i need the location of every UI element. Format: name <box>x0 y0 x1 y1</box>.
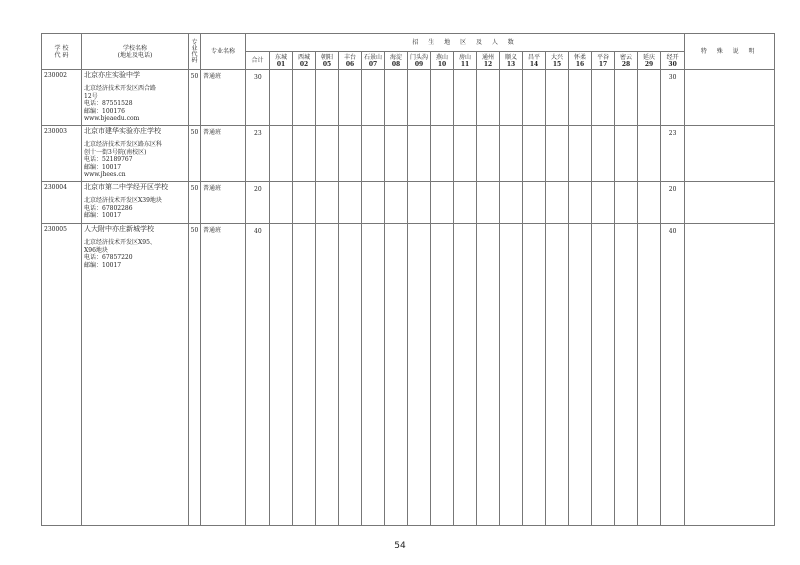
school-code: 230002 <box>42 70 82 126</box>
school-address <box>84 239 188 269</box>
district-count <box>615 224 638 526</box>
district-count <box>454 182 477 224</box>
school-detail-line: 北京经济技术开发区X95、 <box>84 239 156 247</box>
district-code: 07 <box>368 60 378 68</box>
district-count <box>339 126 362 182</box>
major-code: 50 <box>189 70 201 126</box>
district-count <box>546 126 569 182</box>
school-detail-line: 创十一街3号院(南校区) <box>84 148 147 156</box>
district-count <box>408 224 431 526</box>
header-district <box>431 52 454 70</box>
header-district <box>293 52 316 70</box>
district-name: 石景山 <box>363 53 382 61</box>
district-name: 朝阳 <box>320 53 333 61</box>
district-name: 西城 <box>297 53 310 61</box>
major-code: 50 <box>189 224 201 526</box>
district-count <box>431 126 454 182</box>
district-count <box>316 182 339 224</box>
header-district <box>270 52 293 70</box>
special-notes <box>685 224 775 526</box>
district-count <box>362 182 385 224</box>
major-name: 普通班 <box>201 70 246 126</box>
district-count <box>592 182 615 224</box>
header-district <box>362 52 385 70</box>
header-district <box>523 52 546 70</box>
header-school-code: 学 校 代 码 <box>42 34 82 70</box>
district-count <box>385 70 408 126</box>
district-count <box>523 224 546 526</box>
school-name: 北京市建华实验亦庄学校 <box>84 127 161 135</box>
district-name: 经开 <box>666 53 679 61</box>
school-detail-line: www.bjeaedu.com <box>84 115 140 123</box>
district-count <box>408 126 431 182</box>
header-notes: 特 殊 说 明 <box>685 34 775 70</box>
district-count <box>431 224 454 526</box>
district-count <box>408 70 431 126</box>
district-count <box>362 70 385 126</box>
district-count <box>500 126 523 182</box>
district-code: 06 <box>345 60 355 68</box>
header-major-name: 专业名称 <box>201 34 246 70</box>
table-row <box>42 70 775 126</box>
district-count <box>638 224 661 526</box>
district-count <box>431 70 454 126</box>
page-number: 54 <box>394 541 406 551</box>
school-detail-line: X96地块 <box>84 246 108 254</box>
school-name-cell <box>82 126 189 182</box>
school-detail-line: 邮编：10017 <box>84 212 122 220</box>
district-name: 燕山 <box>435 53 448 61</box>
school-detail-line: 电话：52189767 <box>84 156 133 164</box>
district-code: 29 <box>644 60 654 68</box>
district-count <box>615 182 638 224</box>
major-name: 普通班 <box>201 224 246 526</box>
school-detail-line: 北京经济技术开发区X39地块 <box>84 197 162 205</box>
district-count <box>293 70 316 126</box>
district-count <box>477 126 500 182</box>
district-count <box>408 182 431 224</box>
district-code: 14 <box>529 60 539 68</box>
district-count <box>592 224 615 526</box>
jingkai-count: 23 <box>661 126 685 182</box>
district-count <box>293 182 316 224</box>
header-district <box>339 52 362 70</box>
district-name: 昌平 <box>527 53 540 61</box>
school-detail-line: 电话：87551528 <box>84 100 133 108</box>
school-name-cell <box>82 224 189 526</box>
school-address <box>84 141 188 178</box>
district-code: 30 <box>668 60 677 68</box>
header-district <box>316 52 339 70</box>
district-count <box>316 224 339 526</box>
district-name: 怀柔 <box>573 53 586 61</box>
school-detail-line: 北京经济技术开发区路东区科 <box>84 141 163 149</box>
district-code: 13 <box>506 60 516 68</box>
school-name-cell <box>82 70 189 126</box>
total-count: 30 <box>246 70 270 126</box>
district-code: 08 <box>391 60 401 68</box>
jingkai-count: 40 <box>661 224 685 526</box>
district-name: 合计 <box>251 57 264 64</box>
district-code: 17 <box>598 60 608 68</box>
header-district <box>477 52 500 70</box>
district-code: 02 <box>299 60 309 68</box>
district-count <box>339 182 362 224</box>
district-count <box>569 224 592 526</box>
district-count <box>270 182 293 224</box>
district-count <box>454 70 477 126</box>
header-district <box>385 52 408 70</box>
special-notes <box>685 70 775 126</box>
header-district <box>569 52 592 70</box>
district-code: 10 <box>437 60 447 68</box>
school-detail-line: 电话：67857220 <box>84 254 133 262</box>
school-detail-line: 邮编：10017 <box>84 261 122 269</box>
total-count: 23 <box>246 126 270 182</box>
district-count <box>592 126 615 182</box>
school-detail-line: www.jhees.cn <box>84 171 126 179</box>
district-count <box>477 182 500 224</box>
district-count <box>431 182 454 224</box>
district-count <box>316 126 339 182</box>
total-count: 20 <box>246 182 270 224</box>
jingkai-count: 30 <box>661 70 685 126</box>
header-district <box>454 52 477 70</box>
district-code: 12 <box>483 60 493 68</box>
header-district <box>408 52 431 70</box>
table-row <box>42 182 775 224</box>
header-school-name: 学校名称 (地址及电话) <box>82 34 189 70</box>
header-district <box>615 52 638 70</box>
district-name: 密云 <box>619 53 632 61</box>
district-name: 顺义 <box>504 53 517 61</box>
special-notes <box>685 182 775 224</box>
enrollment-table <box>41 33 775 526</box>
school-name-cell <box>82 182 189 224</box>
district-count <box>385 182 408 224</box>
district-count <box>316 70 339 126</box>
district-name: 房山 <box>458 53 471 61</box>
school-code: 230003 <box>42 126 82 182</box>
district-count <box>454 224 477 526</box>
header-district <box>592 52 615 70</box>
district-count <box>270 126 293 182</box>
district-name: 延庆 <box>642 53 655 61</box>
school-detail-line: 北京经济技术开发区西合路 <box>84 85 157 93</box>
district-count <box>592 70 615 126</box>
header-major-code: 专业代码 <box>189 34 201 70</box>
district-code: 01 <box>276 60 286 68</box>
district-count <box>638 182 661 224</box>
table-row <box>42 126 775 182</box>
district-name: 海淀 <box>389 53 402 61</box>
school-name: 北京亦庄实验中学 <box>84 71 140 79</box>
district-code: 16 <box>575 60 585 68</box>
district-count <box>270 70 293 126</box>
school-code: 230004 <box>42 182 82 224</box>
district-count <box>523 126 546 182</box>
major-name: 普通班 <box>201 126 246 182</box>
district-code: 05 <box>322 60 332 68</box>
school-detail-line: 邮编：100176 <box>84 107 125 115</box>
district-code: 11 <box>460 60 470 68</box>
district-name: 丰台 <box>343 53 356 61</box>
school-code: 230005 <box>42 224 82 526</box>
district-count <box>477 70 500 126</box>
total-count: 40 <box>246 224 270 526</box>
district-count <box>293 126 316 182</box>
district-name: 东城 <box>274 53 287 61</box>
district-count <box>362 126 385 182</box>
district-count <box>270 224 293 526</box>
district-count <box>638 70 661 126</box>
header-region-title: 招 生 地 区 及 人 数 <box>246 34 685 52</box>
school-detail-line: 邮编：10017 <box>84 163 122 171</box>
district-count <box>638 126 661 182</box>
district-count <box>615 70 638 126</box>
major-code: 50 <box>189 182 201 224</box>
district-name: 平谷 <box>596 53 609 61</box>
special-notes <box>685 126 775 182</box>
school-name: 人大附中亦庄新城学校 <box>84 225 154 233</box>
district-count <box>546 224 569 526</box>
district-name: 大兴 <box>550 53 563 61</box>
district-count <box>339 70 362 126</box>
district-count <box>569 70 592 126</box>
district-count <box>546 70 569 126</box>
district-code: 28 <box>621 60 631 68</box>
district-count <box>500 70 523 126</box>
header-district <box>500 52 523 70</box>
district-count <box>454 126 477 182</box>
district-name: 门头沟 <box>409 53 428 61</box>
district-name: 通州 <box>481 53 494 61</box>
district-count <box>615 126 638 182</box>
district-count <box>385 126 408 182</box>
district-count <box>569 126 592 182</box>
district-count <box>500 224 523 526</box>
district-count <box>500 182 523 224</box>
district-count <box>477 224 500 526</box>
district-count <box>569 182 592 224</box>
table-row <box>42 224 775 526</box>
school-detail-line: 12号 <box>84 92 98 100</box>
header-district <box>661 52 685 70</box>
major-name: 普通班 <box>201 182 246 224</box>
major-code: 50 <box>189 126 201 182</box>
jingkai-count: 20 <box>661 182 685 224</box>
district-count <box>339 224 362 526</box>
header-district <box>246 52 270 70</box>
school-name: 北京市第二中学经开区学校 <box>84 183 168 191</box>
school-address <box>84 197 188 219</box>
district-count <box>385 224 408 526</box>
district-count <box>293 224 316 526</box>
district-count <box>362 224 385 526</box>
district-code: 09 <box>414 60 424 68</box>
district-count <box>546 182 569 224</box>
district-count <box>523 70 546 126</box>
district-count <box>523 182 546 224</box>
header-district <box>638 52 661 70</box>
header-district <box>546 52 569 70</box>
school-address <box>84 85 188 122</box>
district-code: 15 <box>552 60 562 68</box>
school-detail-line: 电话：67802286 <box>84 204 133 212</box>
